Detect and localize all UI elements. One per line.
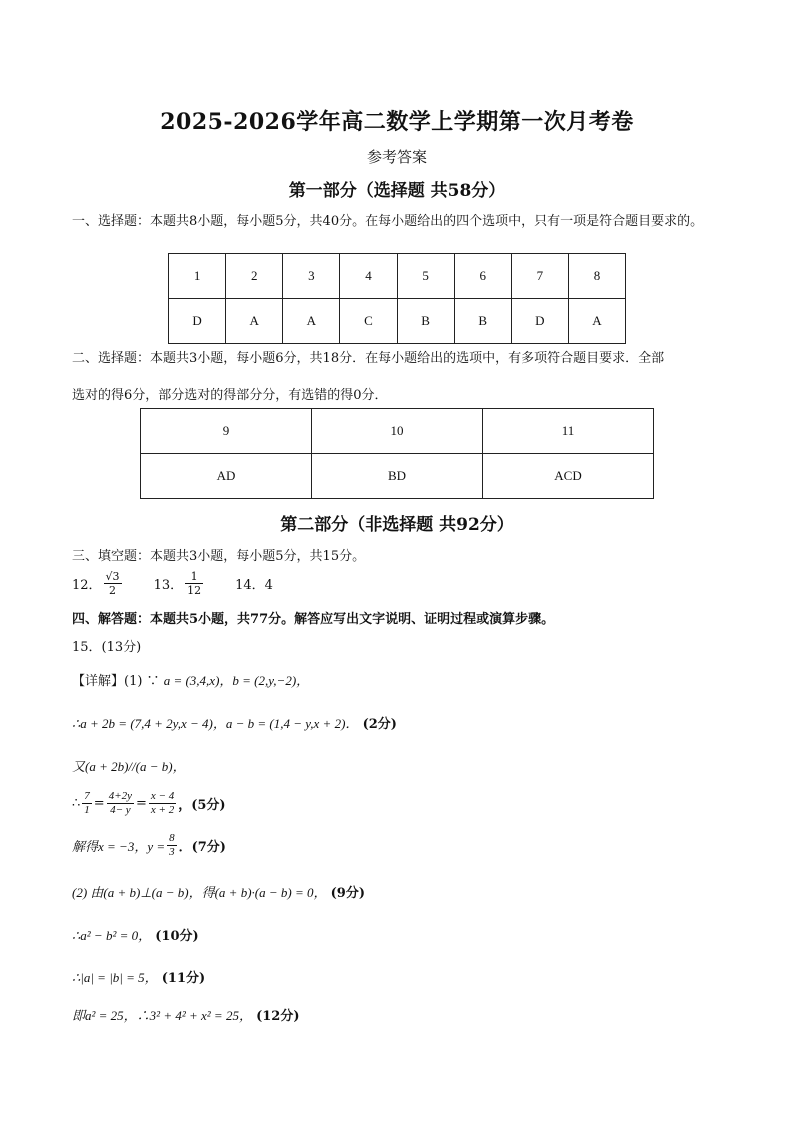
- table2-q11: 11: [483, 409, 654, 454]
- section3-instructions: 三、填空题：本题共3小题，每小题5分，共15分。: [72, 549, 366, 564]
- l4-f3-den: x + 2: [150, 804, 175, 816]
- table1-a3: A: [283, 299, 340, 344]
- solution-l7-math: ∴a² − b² = 0，: [72, 928, 152, 943]
- solution-l6-math: (2) 由(a + b)⊥(a − b)，得(a + b)·(a − b) = 0，: [72, 885, 327, 900]
- solution-l4-prefix: ∴: [72, 796, 81, 811]
- solution-l8-score: (11分): [161, 971, 206, 986]
- l5-num: 8: [169, 832, 175, 844]
- solution-line-7: [72, 925, 199, 944]
- solution-line-3: 又(a + 2b)//(a − b)，: [72, 759, 186, 774]
- l4-f3-num: x − 4: [150, 790, 175, 802]
- table1-q1: 1: [169, 254, 226, 299]
- solution-l9-score: (12分): [256, 1009, 300, 1024]
- solution-line-2: [72, 713, 397, 732]
- solution-l2-math: ∴a + 2b = (7,4 + 2y,x − 4)，a − b = (1,4 − y,x + 2)．: [72, 716, 359, 731]
- part2-title: 第二部分（非选择题 共92分）: [280, 515, 514, 535]
- table1-header-row: [169, 254, 626, 299]
- q13-fraction: [185, 570, 203, 597]
- l4-f1-num: 7: [84, 790, 90, 802]
- table2-a9: AD: [141, 454, 312, 499]
- l4-f2-den: 4− y: [110, 804, 131, 816]
- table1-q4: 4: [340, 254, 397, 299]
- q12-numerator: √3: [105, 569, 120, 583]
- q13-denominator: 12: [187, 583, 202, 597]
- l4-f2-num: 4+2y: [108, 790, 132, 802]
- table1-a5: B: [397, 299, 454, 344]
- solution-line-4: ∴ $\frac{7}{1}$ = $\frac{4+2y}{4- y}$ = $\frac{x - 4}{x + 2}$ ，(5分): [72, 790, 226, 816]
- table1-a8: A: [568, 299, 625, 344]
- table1-q6: 6: [454, 254, 511, 299]
- q12-denominator: 2: [109, 583, 117, 597]
- table2-header-row: [141, 409, 654, 454]
- solution-l4-fraction3: [149, 790, 176, 817]
- section4-instructions: 四、解答题：本题共5小题，共77分。解答应写出文字说明、证明过程或演算步骤。: [72, 612, 555, 627]
- page-subtitle: 参考答案: [366, 148, 427, 166]
- page-title: 2025-2026学年高二数学上学期第一次月考卷: [160, 109, 634, 135]
- solution-l8-math: ∴|a| = |b| = 5，: [72, 970, 158, 985]
- table2-q10: 10: [312, 409, 483, 454]
- fill-in-answers: [72, 566, 273, 600]
- table1-a6: B: [454, 299, 511, 344]
- solution-l1-math: a = (3,4,x)，b = (2,y,−2)，: [163, 673, 310, 688]
- table1-q7: 7: [511, 254, 568, 299]
- solution-line-9: [72, 1005, 300, 1024]
- table1-q3: 3: [283, 254, 340, 299]
- table2-q9: 9: [141, 409, 312, 454]
- table1-answer-row: [169, 299, 626, 344]
- table1-q5: 5: [397, 254, 454, 299]
- solution-l4-fraction2: [107, 790, 134, 817]
- q15-header: 15．(13分): [72, 640, 142, 655]
- solution-l1-prefix: 【详解】(1) ∵: [72, 674, 160, 689]
- solution-l5-prefix: 解得x = −3，y =: [72, 839, 166, 854]
- solution-l5-score: ．(7分): [178, 840, 226, 855]
- q12-label: 12．: [72, 577, 102, 593]
- q14-answer: 14．4: [235, 577, 273, 593]
- table2-a11: ACD: [483, 454, 654, 499]
- table1-a2: A: [226, 299, 283, 344]
- q13-numerator: 1: [185, 570, 203, 584]
- part1-title: 第一部分（选择题 共58分）: [288, 181, 506, 201]
- solution-l6-score: (9分): [330, 886, 365, 901]
- l4-f1-den: 1: [84, 804, 90, 816]
- solution-line-8: [72, 967, 205, 986]
- l5-den: 3: [169, 846, 175, 858]
- section1-instructions: 一、选择题：本题共8小题，每小题5分，共40分。在每小题给出的四个选项中，只有一项是符合题目要求的。: [72, 214, 704, 229]
- solution-l4-score: ，(5分): [178, 798, 226, 813]
- solution-line-5: [72, 832, 226, 859]
- q13-label: 13．: [153, 577, 184, 593]
- solution-l5-fraction: [167, 832, 177, 859]
- table1-q2: 2: [226, 254, 283, 299]
- table2-answer-row: [141, 454, 654, 499]
- choice-answer-table-2: [140, 408, 654, 499]
- section2-instructions-line1: 二、选择题：本题共3小题，每小题6分，共18分．在每小题给出的选项中，有多项符合题目要求．全部: [72, 351, 665, 366]
- solution-l2-score: (2分): [362, 717, 397, 732]
- q12-fraction: [104, 570, 122, 597]
- solution-l4-fraction1: [82, 790, 92, 817]
- choice-answer-table-1: [168, 253, 626, 344]
- solution-line-6: [72, 882, 365, 901]
- solution-line-1: [72, 670, 309, 689]
- table1-a1: D: [169, 299, 226, 344]
- table2-a10: BD: [312, 454, 483, 499]
- table1-q8: 8: [568, 254, 625, 299]
- section2-instructions-line2: 选对的得6分，部分选对的得部分分，有选错的得0分．: [72, 388, 388, 403]
- solution-l7-score: (10分): [155, 929, 199, 944]
- table1-a4: C: [340, 299, 397, 344]
- solution-l9-math: 即a² = 25，∴3² + 4² + x² = 25，: [72, 1008, 252, 1023]
- table1-a7: D: [511, 299, 568, 344]
